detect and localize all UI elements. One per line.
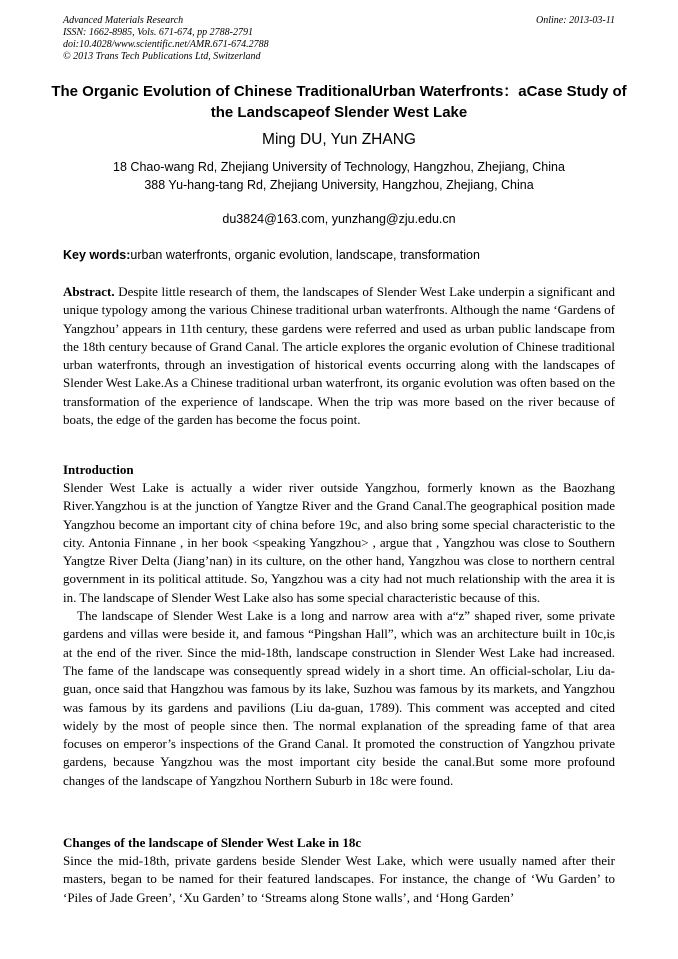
abstract-label: Abstract. — [63, 284, 115, 299]
affiliation-2: 388 Yu-hang-tang Rd, Zhejiang University, Hangzhou, Zhejiang, China — [144, 178, 534, 192]
abstract-text: Despite little research of them, the landscapes of Slender West Lake underpin a significant and unique typology among the various Chinese traditional urban waterfronts. Although the name ‘Gardens of Yangzhou’ appears in 11th century, these gardens were referred and used as urban public landscape from the 18th century because of Grand Canal. The article explores the organic evolution of Chinese traditional urban waterfronts, through an investigation of historical events occurring along with the landscapes of Slender West Lake.As a Chinese traditional urban waterfront, its organic evolution was often based on the transformation of the experience of landscape. When the trip was more based on the river because of boats, the edge of the garden has become the focus point. — [63, 284, 615, 428]
journal-name: Advanced Materials Research — [63, 15, 184, 26]
keywords-label: Key words: — [63, 248, 131, 262]
affiliation-1: 18 Chao-wang Rd, Zhejiang University of Technology, Hangzhou, Zhejiang, China — [113, 160, 565, 174]
journal-header — [63, 15, 615, 63]
introduction-paragraph-1: Slender West Lake is actually a wider river outside Yangzhou, formerly known as the Baozhang River.Yangzhou is at the junction of Yangtze River and the Grand Canal.The geographical position made Yangzhou become an important city of china before 19c, and also bring some special characteristic to the city. Antonia Finnane , in her book <speaking Yangzhou> , argue that , Yangzhou was close to Southern Yangtze River Delta (Jiang’nan) in its culture, on the other hand, Yangzhou was close to northern central government in its political attitude. So, Yangzhou was a city had not much relationship with the area it is in. The landscape of Slender West Lake also has some special characteristic because of this. — [63, 480, 615, 605]
changes-body — [63, 852, 615, 907]
copyright-line: © 2013 Trans Tech Publications Ltd, Switzerland — [63, 51, 261, 62]
author-list: Ming DU, Yun ZHANG — [262, 131, 416, 148]
abstract — [63, 283, 615, 429]
changes-heading: Changes of the landscape of Slender West Lake in 18c — [63, 835, 362, 850]
doi-line: doi:10.4028/www.scientific.net/AMR.671-674.2788 — [63, 39, 269, 50]
online-date: Online: 2013-03-11 — [536, 15, 615, 26]
email-addresses: du3824@163.com, yunzhang@zju.edu.cn — [222, 212, 456, 226]
introduction-heading: Introduction — [63, 462, 134, 477]
keywords — [63, 247, 615, 263]
paper-title: The Organic Evolution of Chinese TraditionalUrban Waterfronts：aCase Study of the Landscapeof Slender West Lake — [51, 83, 627, 121]
introduction-body — [63, 479, 615, 790]
keywords-text: urban waterfronts, organic evolution, landscape, transformation — [130, 248, 480, 262]
issn-line: ISSN: 1662-8985, Vols. 671-674, pp 2788-2791 — [63, 27, 253, 38]
introduction-paragraph-2: The landscape of Slender West Lake is a long and narrow area with a“z” shaped river, some private gardens and villas were beside it, and famous “Pingshan Hall”, which was an architecture built in 10c,is at the end of the river. Since the mid-18th, landscape construction in Slender West Lake had increased. The fame of the landscape was consequently spread widely in a short time. An official-scholar, Liu da-guan, once said that Hangzhou was famous by its lake, Suzhou was famous by its markets, and Yangzhou was famous by its gardens and pavilions (Liu da-guan, 1789). This comment was accepted and cited widely by the most of people since then. The normal explanation of the spreading fame of that area focuses on emperor’s inspections of the Grand Canal. It promoted the construction of Yangzhou private gardens, because Yangzhou was the most important city beside the canal.But some more profound changes of the landscape of Yangzhou Northern Suburb in 18c were found. — [63, 608, 615, 788]
abstract-paragraph — [63, 283, 615, 429]
changes-paragraph: Since the mid-18th, private gardens beside Slender West Lake, which were usually named after their masters, began to be named for their featured landscapes. For instance, the change of ‘Wu Garden’ to ‘Piles of Jade Green’, ‘Xu Garden’ to ‘Streams along Stone walls’, and ‘Hong Garden’ — [63, 853, 615, 905]
